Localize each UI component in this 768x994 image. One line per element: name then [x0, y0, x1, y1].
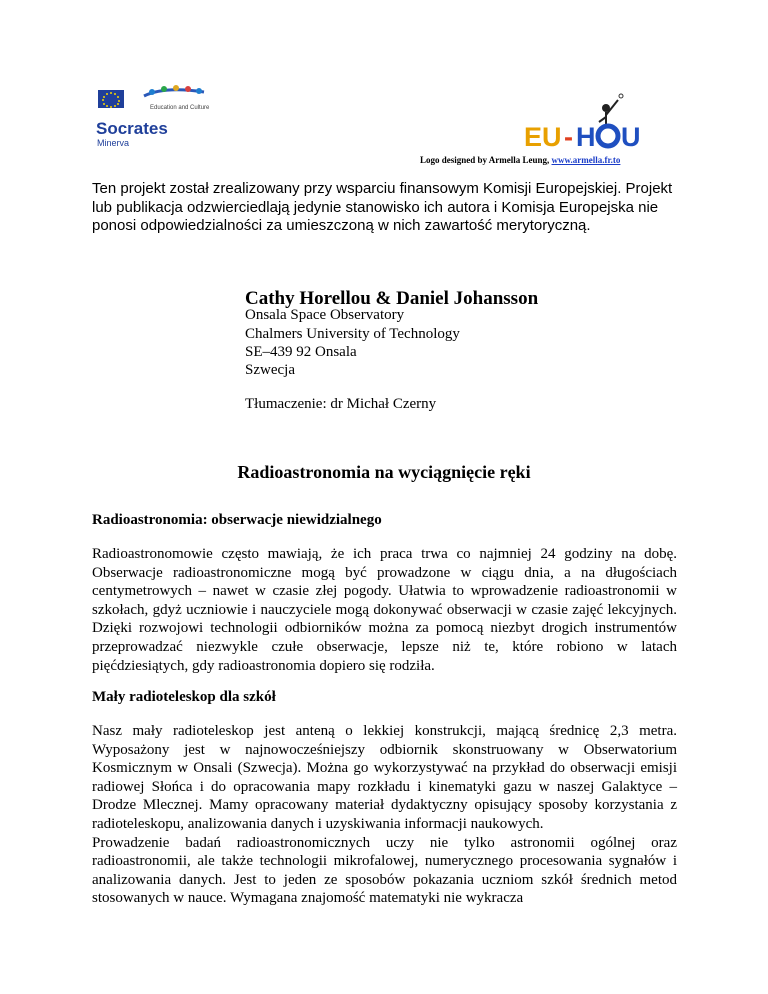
- logo-credit-link[interactable]: www.armella.fr.to: [551, 155, 621, 165]
- section-2-paragraph: [92, 722, 677, 908]
- logo-u-text: U: [621, 122, 641, 152]
- paragraph-text: Radioastronomowie często mawiają, że ich praca trwa co najmniej 24 godziny na dobę. Obserwacje radioastronomiczne mogą być prowadzone w ciągu dnia, a na długościach centymetrowych – nawet w czasie złej pogody. Ułatwia to wprowadzenie radioastronomii w szkołach, gdyż uczniowie i nauczyciele mogą dokonywać obserwacji w czasie zajęć lekcyjnych. Dzięki rozwojowi technologii odbiorników można za pomocą niezbyt drogich instrumentów przeprowadzać niezwykle czułe obserwacje, lepsze niż te, które robiono w latach pięćdziesiątych, gdy radioastronomia dopiero się rodziła.: [92, 546, 677, 674]
- logo-h-text: H: [576, 122, 596, 152]
- paragraph-text: Prowadzenie badań radioastronomicznych uczy nie tylko astronomii ogólnej oraz radioastronomii, ale także technologii mikrofalowej, numerycznego procesowania sygnałów i analizowania danych. Jest to jeden ze sposobów pokazania uczniom szkół średnich metod stosowanych w nauce. Wymagana znajomość matematyki nie wykracza: [92, 834, 677, 907]
- people-figures-icon: [144, 85, 204, 96]
- logo-dash: -: [564, 122, 573, 152]
- document-title: Radioastronomia na wyciągnięcie ręki: [237, 462, 531, 482]
- affiliation-line-2: Chalmers University of Technology: [245, 326, 460, 342]
- logo-credit-text: Logo designed by Armella Leung,: [420, 155, 552, 165]
- socrates-logo: [92, 82, 244, 154]
- affiliation-line-1: Onsala Space Observatory: [245, 307, 405, 323]
- affiliation-line-4: Szwecja: [245, 362, 295, 378]
- logo-tagline: Education and Culture: [150, 105, 210, 111]
- authors: Cathy Horellou & Daniel Johansson: [245, 288, 539, 309]
- translation-credit: Tłumaczenie: dr Michał Czerny: [245, 396, 437, 412]
- logo-socrates-text: Socrates: [96, 119, 168, 138]
- affiliation-line-3: SE–439 92 Onsala: [245, 344, 357, 360]
- eu-hou-logo: [520, 88, 652, 158]
- section-1-paragraph: [92, 545, 677, 675]
- logo-o-ring-icon: [598, 126, 618, 146]
- logo-eu-text: EU: [524, 122, 562, 152]
- section-heading-2: Mały radioteleskop dla szkół: [92, 689, 276, 705]
- logo-minerva-text: Minerva: [97, 138, 130, 148]
- section-heading-1: Radioastronomia: obserwacje niewidzialnego: [92, 512, 382, 528]
- paragraph-text: Nasz mały radioteleskop jest anteną o lekkiej konstrukcji, mającą średnicę 2,3 metra. Wyposażony jest w najnowocześniejszy odbiornik skonstruowany w Obserwatorium Kosmicznym w Onsali (Szwecja). Można go wykorzystywać na przykład do obserwacji emisji radiowej Słońca i do opracowania mapy rozkładu i kinematyki gazu w naszej Galaktyce – Drodze Mlecznej. Mamy opracowany materiał dydaktyczny opisujący sposoby korzystania z radioteleskopu, analizowania danych i uzyskiwania informacji naukowych.: [92, 723, 677, 832]
- funding-disclaimer: Ten projekt został zrealizowany przy wsparciu finansowym Komisji Europejskiej. Projekt lub publikacja odzwierciedlają jedynie stanowisko ich autora i Komisja Europejska nie ponosi odpowiedzialności za umieszczoną w nich zawartość merytoryczną.: [92, 180, 673, 234]
- stick-figure-icon: [599, 94, 623, 124]
- logo-credit: [420, 155, 710, 165]
